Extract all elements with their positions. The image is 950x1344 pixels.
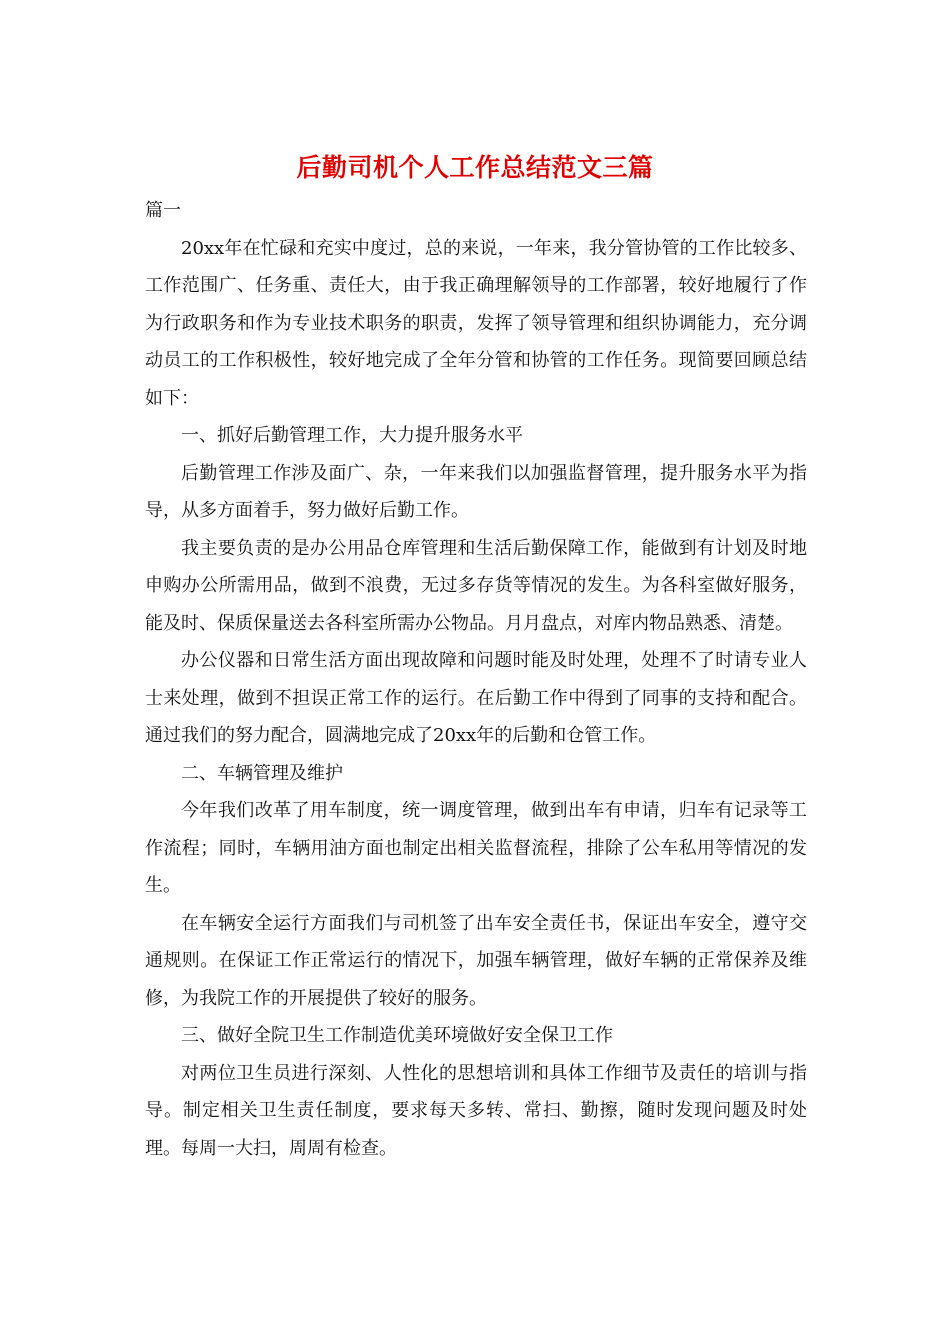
paragraph-vehicle-rules: 今年我们改革了用车制度，统一调度管理，做到出车有申请，归车有记录等工作流程；同时，车辆用油方面也制定出相关监督流程，排除了公车私用等情况的发生。 [145, 800, 807, 896]
paragraph-logistics-overview: 后勤管理工作涉及面广、杂，一年来我们以加强监督管理，提升服务水平为指导，从多方面着手，努力做好后勤工作。 [145, 462, 807, 521]
section-label: 篇一 [145, 200, 181, 221]
paragraph-hygiene-training: 对两位卫生员进行深刻、人性化的思想培训和具体工作细节及责任的培训与指导。制定相关卫生责任制度，要求每天多转、常扫、勤擦，随时发现问题及时处理。每周一大扫，周周有检查。 [145, 1062, 807, 1159]
paragraph-intro: 20xx年在忙碌和充实中度过，总的来说，一年来，我分管协管的工作比较多、工作范围广、任务重、责任大，由于我正确理解领导的工作部署，较好地履行了作为行政职务和作为专业技术职务的职责，发挥了领导管理和组织协调能力，充分调动员工的工作积极性，较好地完成了全年分管和协管的工作任务。现简要回顾总结如下： [145, 237, 807, 409]
paragraph-equipment-repair: 办公仪器和日常生活方面出现故障和问题时能及时处理，处理不了时请专业人士来处理，做到不担误正常工作的运行。在后勤工作中得到了同事的支持和配合。通过我们的努力配合，圆满地完成了20xx年的后勤和仓管工作。 [145, 650, 807, 746]
heading-logistics: 一、抓好后勤管理工作，大力提升服务水平 [181, 425, 523, 446]
heading-vehicles: 二、车辆管理及维护 [181, 762, 343, 784]
heading-hygiene-security: 三、做好全院卫生工作制造优美环境做好安全保卫工作 [181, 1025, 613, 1046]
document-title: 后勤司机个人工作总结范文三篇 [296, 153, 654, 182]
paragraph-office-supplies: 我主要负责的是办公用品仓库管理和生活后勤保障工作，能做到有计划及时地申购办公所需用品，做到不浪费，无过多存货等情况的发生。为各科室做好服务，能及时、保质保量送去各科室所需办公物品。月月盘点，对库内物品熟悉、清楚。 [145, 537, 807, 634]
paragraph-vehicle-safety: 在车辆安全运行方面我们与司机签了出车安全责任书，保证出车安全，遵守交通规则。在保证工作正常运行的情况下，加强车辆管理，做好车辆的正常保养及维修，为我院工作的开展提供了较好的服务。 [145, 912, 807, 1009]
document-body [145, 192, 807, 1167]
